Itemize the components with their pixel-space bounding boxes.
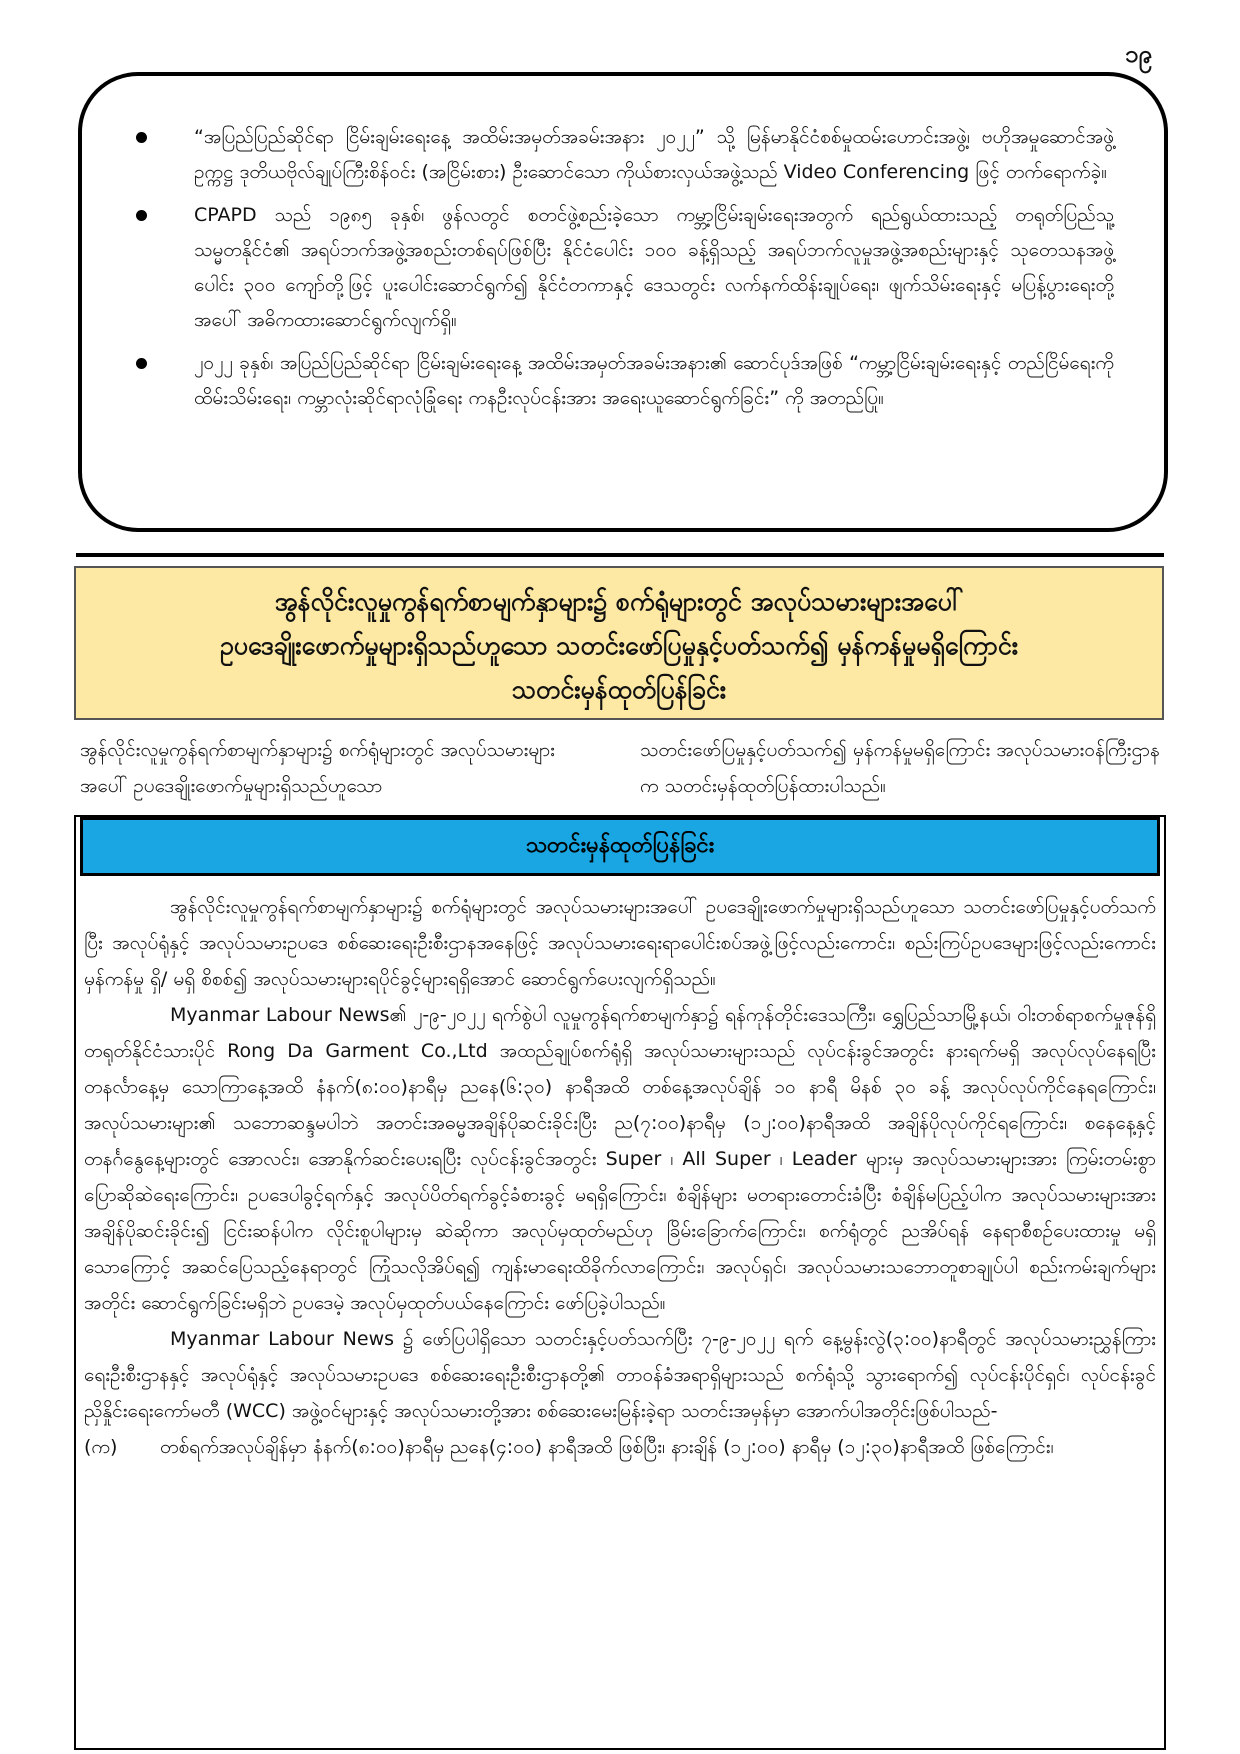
- section-divider: [76, 553, 1164, 557]
- body-paragraph: Myanmar Labour News ၌ ဖော်ပြပါရှိသော သတင်းနှင့်ပတ်သက်ပြီး ၇-၉-၂၀၂၂ ရက် နေ့မွန်းလွဲ(၃:၀၀)နာရီတွင် အလုပ်သမားညွှန်ကြားရေးဦးစီးဌာနနှင့် အလုပ်ရုံနှင့် အလုပ်သမားဥပဒေ စစ်ဆေးရေးဦးစီးဌာနတို့၏ တာဝန်ခံအရာရှိများသည် စက်ရုံသို့ သွားရောက်၍ လုပ်ငန်းပိုင်ရှင်၊ လုပ်ငန်းခွင်ညှိနှိုင်းရေးကော်မတီ (WCC) အဖွဲ့ဝင်များနှင့် အလုပ်သမားတို့အား စစ်ဆေးမေးမြန်းခဲ့ရာ သတင်းအမှန်မှာ အောက်ပါအတိုင်းဖြစ်ပါသည်-: [84, 1328, 1156, 1422]
- press-release-body: [84, 889, 1156, 1465]
- bullet-dot-icon: [136, 132, 147, 143]
- page-number: ၁၉: [1125, 40, 1152, 68]
- bullet-text: CPAPD သည် ၁၉၈၅ ခုနှစ်၊ ဖွန်လတွင် စတင်ဖွဲ့စည်းခဲ့သော ကမ္ဘာ့ငြိမ်းချမ်းရေးအတွက် ရည်ရွယ်ထားသည့် တရုတ်ပြည်သူ့သမ္မတနိုင်ငံ၏ အရပ်ဘက်အဖွဲ့အစည်းတစ်ရပ်ဖြစ်ပြီး နိုင်ငံပေါင်း ၁၀၀ ခန့်ရှိသည့် အရပ်ဘက်လူမှုအဖွဲ့အစည်းများနှင့် သုတေသနအဖွဲ့ပေါင်း ၃၀၀ ကျော်တို့ဖြင့် ပူးပေါင်းဆောင်ရွက်၍ နိုင်ငံတကာနှင့် ဒေသတွင်း လက်နက်ထိန်းချုပ်ရေး၊ ဖျက်သိမ်းရေးနှင့် မပြန့်ပွားရေးတို့အပေါ် အဓိကထားဆောင်ရွက်လျက်ရှိ။: [194, 204, 1114, 331]
- press-release-box: [74, 815, 1166, 1750]
- press-release-header: သတင်းမှန်ထုတ်ပြန်ခြင်း: [80, 817, 1160, 876]
- article-title-line: သတင်းမှန်ထုတ်ပြန်ခြင်း: [511, 675, 727, 704]
- summary-bullet-box: [78, 72, 1168, 532]
- intro-column-right: သတင်းဖော်ပြမှုနှင့်ပတ်သက်၍ မှန်ကန်မှုမရှိကြောင်း အလုပ်သမားဝန်ကြီးဌာနက သတင်းမှန်ထုတ်ပြန်ထားပါသည်။: [640, 739, 1160, 797]
- bullet-item: [136, 198, 1114, 338]
- bullet-text: ၂၀၂၂ ခုနှစ်၊ အပြည်ပြည်ဆိုင်ရာ ငြိမ်းချမ်းရေးနေ့ အထိမ်းအမှတ်အခမ်းအနား၏ ဆောင်ပုဒ်အဖြစ် “ကမ္ဘာ့ငြိမ်းချမ်းရေးနှင့် တည်ငြိမ်ရေးကို ထိမ်းသိမ်းရေး၊ ကမ္ဘာလုံးဆိုင်ရာလုံခြုံရေး ကနဦးလုပ်ငန်းအား အရေးယူဆောင်ရွက်ခြင်း” ကို အတည်ပြု။: [194, 352, 1114, 409]
- body-paragraph: အွန်လိုင်းလူမှုကွန်ရက်စာမျက်နှာများ၌ စက်ရုံများတွင် အလုပ်သမားများအပေါ် ဥပဒေချိုးဖောက်မှုများရှိသည်ဟူသော သတင်းဖော်ပြမှုနှင့်ပတ်သက်ပြီး အလုပ်ရုံနှင့် အလုပ်သမားဥပဒေ စစ်ဆေးရေးဦးစီးဌာနအနေဖြင့် အလုပ်သမားရေးရာပေါင်းစပ်အဖွဲ့ဖြင့်လည်းကောင်း၊ စည်းကြပ်ဥပဒေများဖြင့်လည်းကောင်း မှန်ကန်မှု ရှိ/ မရှိ စိစစ်၍ အလုပ်သမားများရပိုင်ခွင့်များရရှိအောင် ဆောင်ရွက်ပေးလျက်ရှိသည်။: [84, 896, 1156, 990]
- bullet-dot-icon: [136, 210, 147, 221]
- list-item: [84, 1429, 1156, 1465]
- bullet-item: [136, 120, 1114, 190]
- body-paragraph: Myanmar Labour News၏ ၂-၉-၂၀၂၂ ရက်စွဲပါ လူမှုကွန်ရက်စာမျက်နှာ၌ ရန်ကုန်တိုင်းဒေသကြီး၊ ရွှေပြည်သာမြို့နယ်၊ ဝါးတစ်ရာစက်မှုဇုန်ရှိ တရုတ်နိုင်ငံသားပိုင် Rong Da Garment Co.,Ltd အထည်ချုပ်စက်ရုံရှိ အလုပ်သမားများသည် လုပ်ငန်းခွင်အတွင်း နားရက်မရှိ အလုပ်လုပ်နေရပြီး တနင်္လာနေ့မှ သောကြာနေ့အထိ နံနက်(၈:၀၀)နာရီမှ ညနေ(၆:၃၀) နာရီအထိ တစ်နေ့အလုပ်ချိန် ၁၀ နာရီ မိနစ် ၃၀ ခန့် အလုပ်လုပ်ကိုင်နေရကြောင်း၊ အလုပ်သမားများ၏ သဘောဆန္ဒမပါဘဲ အတင်းအဓမ္မအချိန်ပိုဆင်းခိုင်းပြီး ည(၇:၀၀)နာရီမှ (၁၂:၀၀)နာရီအထိ အချိန်ပိုလုပ်ကိုင်ရကြောင်း၊ စနေနေ့နှင့် တနင်္ဂနွေနေ့များတွင် အောလင်း၊ အောနိုက်ဆင်းပေးရပြီး လုပ်ငန်းခွင်အတွင်း Super ၊ All Super ၊ Leader များမှ အလုပ်သမားများအား ကြမ်းတမ်းစွာပြောဆိုဆဲရေးကြောင်း၊ ဥပဒေပါခွင့်ရက်နှင့် အလုပ်ပိတ်ရက်ခွင့်ခံစားခွင့် မရရှိကြောင်း၊ စံချိန်များ မတရားတောင်းခံပြီး စံချိန်မပြည့်ပါက အလုပ်သမားများအား အချိန်ပိုဆင်းခိုင်း၍ ငြင်းဆန်ပါက လိုင်းစူပါများမှ ဆဲဆိုကာ အလုပ်မှထုတ်မည်ဟု ခြိမ်းခြောက်ကြောင်း၊ စက်ရုံတွင် ညအိပ်ရန် နေရာစီစဉ်ပေးထားမှု မရှိသောကြောင့် အဆင်ပြေသည့်နေရာတွင် ကြုံသလိုအိပ်ရ၍ ကျန်းမာရေးထိခိုက်လာကြောင်း၊ အလုပ်ရှင်၊ အလုပ်သမားသဘောတူစာချုပ်ပါ စည်းကမ်းချက်များအတိုင်း ဆောင်ရွက်ခြင်းမရှိဘဲ ဥပဒေမဲ့ အလုပ်မှထုတ်ပယ်နေကြောင်း ဖော်ပြခဲ့ပါသည်။: [84, 1004, 1156, 1314]
- intro-column-left: အွန်လိုင်းလူမှုကွန်ရက်စာမျက်နှာများ၌ စက်ရုံများတွင် အလုပ်သမားများအပေါ် ဥပဒေချိုးဖောက်မှုများရှိသည်ဟူသော: [80, 739, 555, 797]
- bullet-text: “အပြည်ပြည်ဆိုင်ရာ ငြိမ်းချမ်းရေးနေ့ အထိမ်းအမှတ်အခမ်းအနား ၂၀၂၂” သို့ မြန်မာနိုင်ငံစစ်မှုထမ်းဟောင်းအဖွဲ့၊ ဗဟိုအမှုဆောင်အဖွဲ့ဥက္ကဋ္ဌ ဒုတိယဗိုလ်ချုပ်ကြီးစိန်ဝင်း (အငြိမ်းစား) ဦးဆောင်သော ကိုယ်စားလှယ်အဖွဲ့သည် Video Conferencing ဖြင့် တက်ရောက်ခဲ့။: [194, 126, 1114, 183]
- article-title-line: အွန်လိုင်းလူမှုကွန်ရက်စာမျက်နှာများ၌ စက်ရုံများတွင် အလုပ်သမားများအပေါ်: [274, 587, 964, 616]
- bullet-dot-icon: [136, 358, 147, 369]
- bullet-item: [136, 346, 1114, 416]
- article-intro: [80, 732, 1160, 804]
- list-text: တစ်ရက်အလုပ်ချိန်မှာ နံနက်(၈:၀၀)နာရီမှ ညနေ(၄:၀၀) နာရီအထိ ဖြစ်ပြီး၊ နားချိန် (၁၂:၀၀) နာရီမှ (၁၂:၃၀)နာရီအထိ ဖြစ်ကြောင်း၊: [160, 1436, 1054, 1458]
- article-title-line: ဥပဒေချိုးဖောက်မှုများရှိသည်ဟူသော သတင်းဖော်ပြမှုနှင့်ပတ်သက်၍ မှန်ကန်မှုမရှိကြောင်း: [219, 631, 1019, 660]
- article-title-box: [74, 566, 1164, 720]
- list-marker: (က): [84, 1436, 118, 1458]
